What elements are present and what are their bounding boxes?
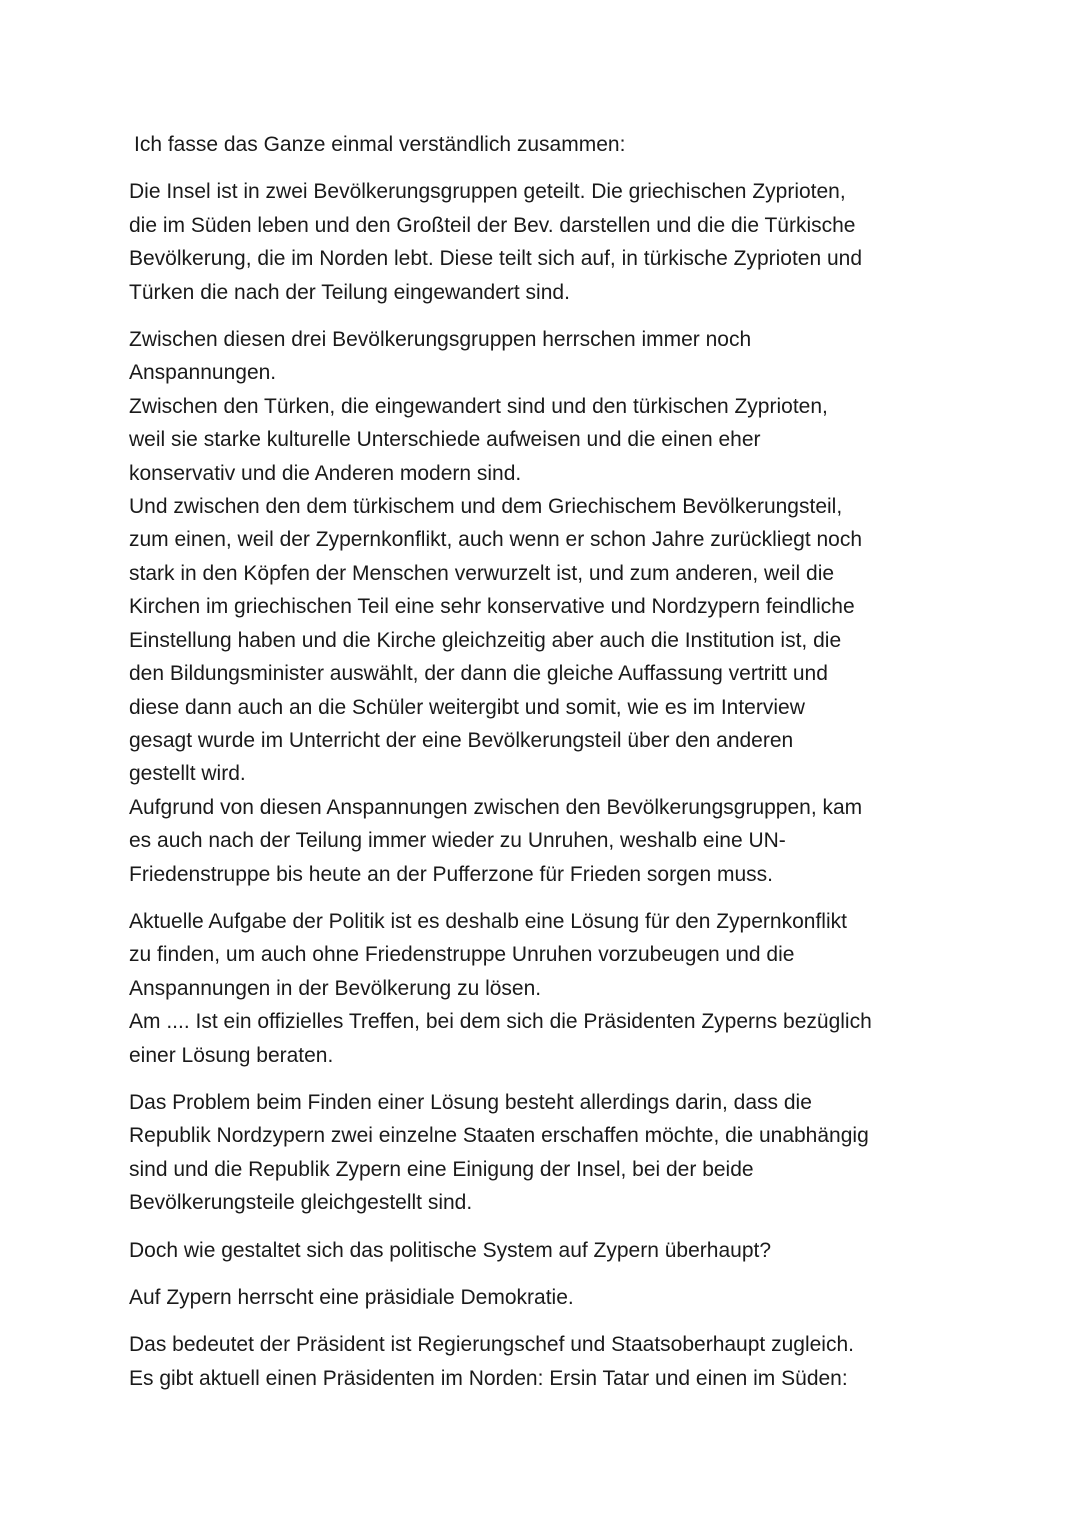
text-line: Zwischen diesen drei Bevölkerungsgruppen herrschen immer noch: [129, 328, 752, 352]
document-body: [129, 128, 959, 1409]
paragraph: [129, 1086, 959, 1220]
paragraph: [129, 1328, 959, 1395]
text-line: Doch wie gestaltet sich das politische System auf Zypern überhaupt?: [129, 1238, 772, 1262]
text-line: den Bildungsminister auswählt, der dann die gleiche Auffassung vertritt und: [129, 662, 828, 686]
text-line: Türken die nach der Teilung eingewandert sind.: [129, 280, 570, 304]
text-line: stark in den Köpfen der Menschen verwurzelt ist, und zum anderen, weil die: [129, 561, 835, 585]
text-line: Bevölkerungsteile gleichgestellt sind.: [129, 1191, 473, 1215]
text-line: weil sie starke kulturelle Unterschiede aufweisen und die einen eher: [129, 428, 761, 452]
text-line: Kirchen im griechischen Teil eine sehr konservative und Nordzypern feindliche: [129, 595, 855, 619]
paragraph: [129, 128, 959, 161]
text-line: die im Süden leben und den Großteil der Bev. darstellen und die die Türkische: [129, 213, 856, 237]
text-line: Republik Nordzypern zwei einzelne Staaten erschaffen möchte, die unabhängig: [129, 1124, 869, 1148]
text-line: konservativ und die Anderen modern sind.: [129, 461, 522, 485]
text-line: sind und die Republik Zypern eine Einigung der Insel, bei der beide: [129, 1157, 754, 1181]
text-line: Es gibt aktuell einen Präsidenten im Norden: Ersin Tatar und einen im Süden:: [129, 1366, 848, 1390]
paragraph: [129, 905, 959, 1072]
text-line: gestellt wird.: [129, 762, 246, 786]
text-line: Friedenstruppe bis heute an der Pufferzone für Frieden sorgen muss.: [129, 862, 773, 886]
text-line: gesagt wurde im Unterricht der eine Bevölkerungsteil über den anderen: [129, 728, 794, 752]
text-line: es auch nach der Teilung immer wieder zu Unruhen, weshalb eine UN-: [129, 829, 786, 853]
text-line: Aufgrund von diesen Anspannungen zwischen den Bevölkerungsgruppen, kam: [129, 795, 863, 819]
text-line: Das bedeutet der Präsident ist Regierungschef und Staatsoberhaupt zugleich.: [129, 1333, 854, 1357]
text-line: zum einen, weil der Zypernkonflikt, auch wenn er schon Jahre zurückliegt noch: [129, 528, 863, 552]
text-line: Aktuelle Aufgabe der Politik ist es deshalb eine Lösung für den Zypernkonflikt: [129, 909, 847, 933]
text-line: Einstellung haben und die Kirche gleichzeitig aber auch die Institution ist, die: [129, 628, 842, 652]
text-line: Zwischen den Türken, die eingewandert sind und den türkischen Zyprioten,: [129, 394, 828, 418]
text-line: Und zwischen den dem türkischem und dem Griechischem Bevölkerungsteil,: [129, 495, 843, 519]
paragraph: [129, 1234, 959, 1267]
text-line: zu finden, um auch ohne Friedenstruppe Unruhen vorzubeugen und die: [129, 943, 795, 967]
paragraph: [129, 323, 959, 891]
text-line: diese dann auch an die Schüler weitergibt und somit, wie es im Interview: [129, 695, 805, 719]
paragraph: [129, 1281, 959, 1314]
text-line: Bevölkerung, die im Norden lebt. Diese teilt sich auf, in türkische Zyprioten und: [129, 247, 863, 271]
text-line: Auf Zypern herrscht eine präsidiale Demokratie.: [129, 1286, 574, 1309]
text-line: Ich fasse das Ganze einmal verständlich zusammen:: [134, 133, 626, 156]
text-line: Die Insel ist in zwei Bevölkerungsgruppen geteilt. Die griechischen Zyprioten,: [129, 180, 846, 204]
text-line: Anspannungen.: [129, 361, 277, 385]
text-line: einer Lösung beraten.: [129, 1043, 334, 1067]
text-line: Anspannungen in der Bevölkerung zu lösen.: [129, 976, 542, 1000]
text-line: Am .... Ist ein offizielles Treffen, bei dem sich die Präsidenten Zyperns bezüglich: [129, 1010, 872, 1034]
text-line: Das Problem beim Finden einer Lösung besteht allerdings darin, dass die: [129, 1090, 812, 1114]
paragraph: [129, 175, 959, 309]
